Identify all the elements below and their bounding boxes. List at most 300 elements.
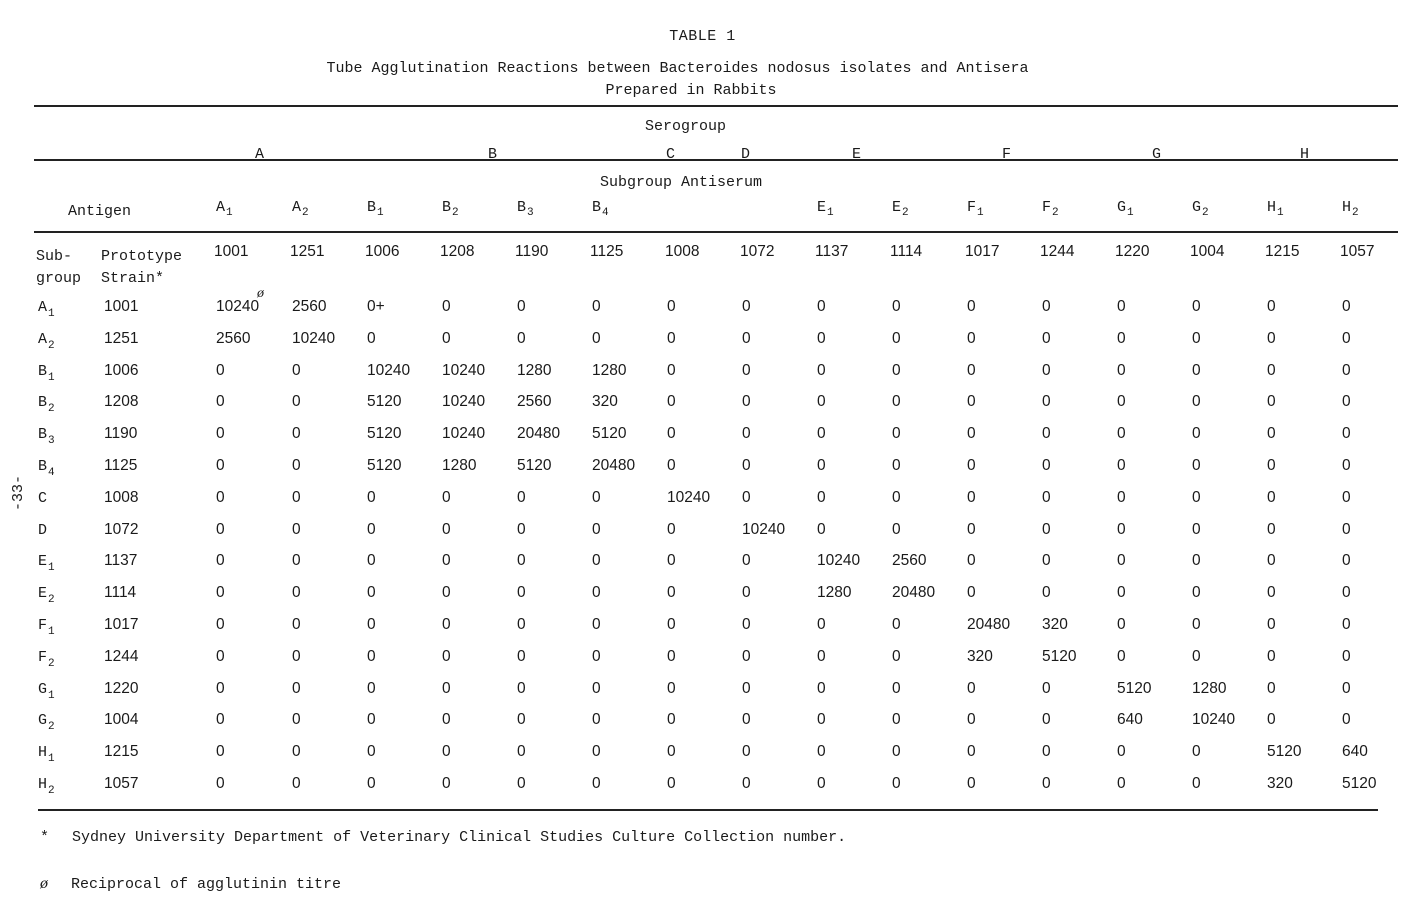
- titre-cell: 0: [1117, 393, 1126, 411]
- titre-cell: 0: [292, 361, 301, 379]
- row-prototype-strain: 1006: [104, 361, 139, 379]
- titre-cell: 0: [1192, 425, 1201, 443]
- titre-cell: 0: [967, 711, 976, 729]
- row-subgroup-subscript: 1: [48, 562, 55, 575]
- titre-cell: 0: [742, 647, 751, 665]
- row-subgroup-letter: F: [38, 617, 48, 634]
- antiserum-column-8: [817, 199, 834, 219]
- row-subgroup-subscript: 1: [48, 753, 55, 766]
- titre-cell: 5120: [367, 393, 402, 411]
- titre-cell: 0: [817, 457, 826, 474]
- titre-cell: 0: [1117, 425, 1126, 443]
- serogroup-a: A: [255, 146, 265, 163]
- titre-cell: 0: [517, 488, 526, 506]
- serogroup-e: E: [852, 146, 862, 163]
- footnote-star-symbol: *: [40, 829, 50, 846]
- titre-cell: 0: [1192, 361, 1201, 379]
- antiserum-column-letter: F: [967, 199, 977, 216]
- titre-cell: 0: [817, 329, 826, 347]
- titre-cell: 5120: [1342, 775, 1377, 792]
- titre-cell: 0: [1192, 329, 1201, 347]
- titre-cell: 0: [892, 425, 901, 443]
- titre-cell: 0: [667, 520, 676, 538]
- titre-cell: 320: [967, 647, 993, 665]
- titre-cell: 0: [1042, 488, 1051, 506]
- antiserum-column-letter: A: [292, 199, 302, 216]
- titre-cell: 0+: [367, 298, 385, 315]
- titre-cell: 0: [1192, 298, 1201, 315]
- titre-cell: 0: [216, 679, 225, 697]
- titre-cell: 0: [1342, 298, 1351, 315]
- row-subgroup-subscript: 1: [48, 626, 55, 638]
- antiserum-strain-1220: 1220: [1115, 243, 1150, 260]
- row-subgroup-label: [38, 426, 55, 447]
- row-subgroup-subscript: 2: [48, 721, 55, 734]
- table-label: TABLE 1: [669, 28, 736, 45]
- titre-cell: 0: [517, 520, 526, 538]
- titre-cell: 0: [817, 488, 826, 506]
- antiserum-column-subscript: 2: [902, 207, 909, 219]
- row-prototype-strain: 1251: [104, 329, 139, 347]
- titre-cell: 0: [517, 775, 526, 792]
- titre-cell: 0: [1117, 457, 1126, 474]
- titre-cell: 0: [1192, 584, 1201, 602]
- row-prototype-strain: 1125: [104, 457, 138, 474]
- titre-cell: 0: [292, 488, 301, 506]
- antiserum-column-letter: B: [442, 199, 452, 216]
- titre-cell: 0: [367, 679, 376, 697]
- titre-cell: 5120: [1117, 679, 1152, 697]
- row-prototype-strain: 1244: [104, 647, 139, 665]
- titre-cell: 0: [1342, 552, 1351, 570]
- antiserum-column-letter: A: [216, 199, 226, 216]
- titre-cell: 2560: [292, 298, 327, 315]
- titre-cell: 0: [742, 488, 751, 506]
- titre-cell: 10240: [442, 425, 486, 443]
- titre-cell: 0: [1342, 361, 1351, 379]
- subgroup-header-text: Sub- group: [36, 248, 82, 287]
- antiserum-column-subscript: 2: [1202, 207, 1209, 219]
- titre-cell: 0: [967, 298, 976, 315]
- titre-cell: 5120: [1267, 743, 1302, 761]
- titre-cell: 0: [1267, 425, 1276, 443]
- antiserum-column-6: [667, 199, 668, 219]
- footnote-null-symbol: ø: [40, 875, 48, 892]
- titre-cell: 0: [292, 711, 301, 729]
- titre-cell: 0: [216, 520, 225, 538]
- row-subgroup-subscript: 2: [48, 785, 55, 797]
- antiserum-column-12: [1117, 199, 1134, 219]
- table-title-line-2: Prepared in Rabbits: [605, 82, 777, 99]
- titre-cell: 0: [967, 584, 976, 602]
- titre-cell: 0: [367, 647, 376, 665]
- titre-cell: 0: [817, 520, 826, 538]
- antiserum-column-0: [216, 199, 233, 219]
- antiserum-column-15: [1342, 199, 1359, 219]
- titre-cell: 0: [742, 584, 751, 602]
- titre-cell: 0: [367, 616, 376, 633]
- titre-cell: 0: [1267, 361, 1276, 379]
- titre-cell: 0: [667, 743, 676, 761]
- titre-cell: 0: [592, 616, 601, 633]
- antiserum-column-subscript: 1: [1277, 207, 1284, 219]
- titre-cell: 0: [1267, 616, 1276, 633]
- titre-cell: 0: [817, 775, 826, 792]
- titre-cell: 0: [742, 425, 751, 443]
- titre-cell: 0: [292, 425, 301, 443]
- serogroup-g: G: [1152, 146, 1162, 163]
- footnote-star-text: Sydney University Department of Veterinary Clinical Studies Culture Collection number.: [72, 829, 847, 846]
- serogroup-label: Serogroup: [645, 118, 727, 135]
- titre-cell: 0: [967, 457, 976, 474]
- titre-cell: 0: [292, 457, 301, 474]
- titre-cell: 0: [967, 552, 976, 570]
- titre-cell: 0: [216, 488, 225, 506]
- table-title-line-1: Tube Agglutination Reactions between Bacteroides nodosus isolates and Antisera: [326, 60, 1029, 77]
- titre-cell: 0: [292, 647, 301, 665]
- titre-cell: 0: [292, 679, 301, 697]
- titre-cell: 0: [1117, 647, 1126, 665]
- titre-cell: 0: [292, 775, 301, 792]
- titre-cell: 0: [442, 647, 451, 665]
- row-prototype-strain: 1001: [104, 298, 139, 315]
- titre-cell: 0: [1267, 584, 1276, 602]
- row-subgroup-label: [38, 681, 55, 702]
- titre-cell: 1280: [1192, 679, 1227, 697]
- serogroup-d: D: [741, 146, 751, 163]
- titre-cell: 0: [667, 457, 676, 474]
- titre-cell: 0: [1117, 552, 1126, 570]
- titre-cell: 0: [1342, 393, 1351, 411]
- footnote-null: [40, 875, 341, 893]
- row-subgroup-letter: D: [38, 521, 48, 539]
- titre-cell: 0: [216, 552, 225, 570]
- titre-cell: 0: [817, 647, 826, 665]
- row-prototype-strain: 1008: [104, 488, 139, 506]
- titre-cell: 0: [1192, 520, 1201, 538]
- titre-cell: 5120: [1042, 647, 1077, 665]
- titre-cell: 10240: [367, 361, 411, 379]
- titre-cell: 1280: [517, 361, 552, 379]
- antiserum-column-letter: F: [1042, 199, 1052, 216]
- titre-cell: 0: [1042, 298, 1051, 315]
- titre-cell: 0: [216, 584, 225, 602]
- titre-cell: 0: [1117, 584, 1126, 602]
- titre-cell: 0: [216, 775, 225, 792]
- titre-cell: 0: [1117, 616, 1126, 633]
- titre-cell: 0: [817, 393, 826, 411]
- titre-cell: 20480: [967, 616, 1011, 633]
- row-subgroup-letter: B: [38, 362, 48, 380]
- titre-cell: 5120: [517, 457, 552, 474]
- titre-cell: 0: [1267, 457, 1276, 474]
- antiserum-column-3: [442, 199, 459, 219]
- antiserum-column-1: [292, 199, 309, 219]
- titre-cell: 0: [1117, 298, 1126, 315]
- titre-cell: 0: [367, 488, 376, 506]
- titre-cell: 10240: [292, 329, 336, 347]
- titre-cell: 0: [517, 647, 526, 665]
- antiserum-column-10: [967, 199, 984, 219]
- row-prototype-strain: 1072: [104, 520, 139, 538]
- antiserum-column-letter: B: [367, 199, 377, 216]
- titre-cell: 0: [1042, 393, 1051, 411]
- titre-cell: 0: [292, 552, 301, 570]
- antiserum-column-subscript: 2: [1052, 207, 1059, 219]
- titre-cell: 0: [1117, 520, 1126, 538]
- titre-cell: 0: [892, 679, 901, 697]
- titre-cell: 1280: [592, 361, 627, 379]
- row-subgroup-label: [38, 299, 55, 320]
- titre-cell: 2560: [892, 552, 927, 570]
- antiserum-column-subscript: 1: [1127, 207, 1134, 219]
- row-subgroup-label: [38, 712, 55, 733]
- row-subgroup-subscript: 1: [48, 308, 55, 320]
- titre-cell: 0: [517, 616, 526, 633]
- titre-cell: 10240: [1192, 711, 1236, 729]
- row-subgroup-letter: H: [38, 776, 48, 793]
- row-prototype-strain: 1057: [104, 775, 139, 792]
- titre-cell: 20480: [892, 584, 936, 602]
- antiserum-strain-1208: 1208: [440, 243, 475, 260]
- titre-cell: 0: [592, 679, 601, 697]
- titre-cell: 10240: [742, 520, 786, 538]
- row-prototype-strain: 1215: [104, 743, 139, 761]
- row-prototype-strain: 1114: [104, 584, 137, 602]
- page-number: -33-: [10, 474, 27, 511]
- antiserum-column-9: [892, 199, 909, 219]
- titre-cell: 0: [592, 584, 601, 602]
- titre-cell: 0: [817, 425, 826, 443]
- titre-cell: 0: [742, 298, 751, 315]
- antiserum-column-letter: H: [1267, 199, 1277, 216]
- titre-cell: 0: [1042, 361, 1051, 379]
- antiserum-column-letter: B: [517, 199, 527, 216]
- titre-cell: 0: [1192, 616, 1201, 633]
- titre-cell: 0: [442, 743, 451, 761]
- serogroup-h: H: [1300, 146, 1310, 163]
- row-subgroup-subscript: 3: [48, 435, 55, 448]
- titre-cell: 0: [1342, 329, 1351, 347]
- antiserum-strain-1001: 1001: [214, 243, 249, 260]
- header-bottom-rule: [34, 231, 1398, 233]
- antigen-label: Antigen: [68, 203, 132, 220]
- titre-cell: 0: [367, 711, 376, 729]
- antiserum-column-letter: H: [1342, 199, 1352, 216]
- titre-cell: 0: [667, 711, 676, 729]
- titre-cell: 5120: [592, 425, 627, 443]
- row-subgroup-label: [38, 553, 55, 574]
- row-subgroup-letter: C: [38, 489, 48, 507]
- row-subgroup-letter: A: [38, 299, 48, 316]
- row-subgroup-label: [38, 522, 48, 543]
- antiserum-strain-1008: 1008: [665, 243, 700, 260]
- titre-cell: 0: [1042, 743, 1051, 761]
- antiserum-strain-1137: 1137: [815, 243, 849, 260]
- titre-cell: 320: [592, 393, 618, 411]
- titre-cell: 0: [742, 679, 751, 697]
- serogroup-rule: [34, 159, 1398, 161]
- titre-cell: 0: [1192, 775, 1201, 792]
- titre-cell: 0: [892, 329, 901, 347]
- titre-cell: 0: [1342, 425, 1351, 443]
- titre-cell: 0: [742, 329, 751, 347]
- titre-cell: 0: [1342, 616, 1351, 633]
- antiserum-strain-1251: 1251: [290, 243, 325, 260]
- row-subgroup-label: [38, 458, 55, 479]
- titre-cell: 0: [1267, 552, 1276, 570]
- row-subgroup-letter: F: [38, 648, 48, 666]
- antiserum-column-letter: G: [1117, 199, 1127, 216]
- titre-cell: 0: [667, 647, 676, 665]
- titre-cell: 0: [1042, 457, 1051, 474]
- row-subgroup-letter: E: [38, 553, 48, 571]
- antiserum-column-5: [592, 199, 609, 219]
- titre-cell: 20480: [517, 425, 561, 443]
- titre-cell: 0: [216, 616, 225, 633]
- titre-cell: 0: [967, 361, 976, 379]
- antiserum-column-subscript: 2: [1352, 207, 1359, 219]
- titre-cell: 0: [442, 775, 451, 792]
- titre-cell: 0: [892, 711, 901, 729]
- titre-cell: 20480: [592, 457, 636, 474]
- titre-cell: 0: [367, 584, 376, 602]
- titre-cell: 0: [592, 329, 601, 347]
- titre-cell: 0: [517, 743, 526, 761]
- titre-cell: 320: [1042, 616, 1068, 633]
- titre-cell: 0: [1342, 520, 1351, 538]
- titre-cell: 0: [1342, 584, 1351, 602]
- titre-cell: 0: [1342, 711, 1351, 729]
- row-subgroup-label: [38, 490, 48, 511]
- titre-cell: 0: [892, 361, 901, 379]
- antiserum-column-2: [367, 199, 384, 219]
- antiserum-column-subscript: 2: [452, 207, 459, 219]
- antiserum-strain-1114: 1114: [890, 243, 923, 260]
- footnote-null-text: Reciprocal of agglutinin titre: [71, 876, 342, 893]
- titre-cell: 0: [367, 775, 376, 792]
- titre-cell: 2560: [517, 393, 552, 411]
- top-rule: [34, 105, 1398, 107]
- antiserum-column-14: [1267, 199, 1284, 219]
- titre-cell: 1280: [817, 584, 852, 602]
- titre-cell: 0: [592, 520, 601, 538]
- antiserum-strain-1125: 1125: [590, 243, 624, 260]
- titre-cell: 0: [1342, 679, 1351, 697]
- titre-cell: 0: [292, 393, 301, 411]
- titre-cell: 0: [442, 298, 451, 315]
- antiserum-strain-1006: 1006: [365, 243, 400, 260]
- antiserum-column-11: [1042, 199, 1059, 219]
- row-subgroup-subscript: 2: [48, 339, 55, 352]
- titre-cell: 0: [967, 488, 976, 506]
- antiserum-column-13: [1192, 199, 1209, 219]
- antiserum-strain-1244: 1244: [1040, 243, 1075, 260]
- titre-cell: 2560: [216, 329, 251, 347]
- titre-cell: 0: [367, 552, 376, 570]
- titre-cell: 0: [892, 647, 901, 665]
- titre-cell: 0: [517, 711, 526, 729]
- titre-cell: 0: [1267, 329, 1276, 347]
- titre-cell: 0: [517, 329, 526, 347]
- row-subgroup-letter: B: [38, 426, 48, 444]
- row-subgroup-subscript: 1: [48, 371, 55, 384]
- row-subgroup-label: [38, 585, 55, 606]
- antiserum-column-7: [742, 199, 743, 219]
- row-subgroup-subscript: 1: [48, 689, 55, 702]
- titre-footnote-marker: ø: [257, 286, 264, 301]
- titre-cell: 0: [292, 616, 301, 633]
- titre-cell: 10240: [667, 488, 711, 506]
- antiserum-strain-1215: 1215: [1265, 243, 1300, 260]
- antiserum-column-letter: E: [892, 199, 902, 216]
- serogroup-b: B: [488, 146, 498, 163]
- titre-cell: 0: [517, 584, 526, 602]
- titre-cell: 0: [517, 298, 526, 315]
- table-bottom-rule: [38, 809, 1378, 811]
- titre-cell: 10240: [817, 552, 861, 570]
- titre-cell: 0: [442, 584, 451, 602]
- titre-cell: 10240: [442, 361, 486, 379]
- row-subgroup-letter: G: [38, 680, 48, 698]
- titre-cell: 0: [1267, 520, 1276, 538]
- antiserum-column-letter: B: [592, 199, 602, 216]
- titre-cell: 0: [667, 425, 676, 443]
- titre-cell: 0: [742, 393, 751, 411]
- titre-cell: 0: [817, 298, 826, 315]
- footnote-star: [40, 829, 846, 846]
- titre-cell: 0: [216, 393, 225, 411]
- titre-cell: 0: [1267, 488, 1276, 506]
- antiserum-strain-1004: 1004: [1190, 243, 1225, 260]
- titre-cell: 0: [892, 616, 901, 633]
- titre-cell: 0: [442, 329, 451, 347]
- titre-cell: 0: [592, 743, 601, 761]
- row-subgroup-label: [38, 363, 55, 384]
- titre-cell: 0: [1267, 298, 1276, 315]
- serogroup-f: F: [1002, 146, 1012, 163]
- titre-cell: 0: [1042, 520, 1051, 538]
- row-prototype-strain: 1137: [104, 552, 138, 570]
- titre-cell: 0: [967, 743, 976, 761]
- titre-cell: 0: [1192, 393, 1201, 411]
- titre-cell: 0: [742, 711, 751, 729]
- antiserum-column-subscript: 1: [977, 207, 984, 219]
- titre-cell: 0: [742, 552, 751, 570]
- titre-cell: 0: [667, 679, 676, 697]
- titre-cell: 0: [216, 361, 225, 379]
- titre-cell: 0: [517, 679, 526, 697]
- subgroup-header: [36, 246, 81, 290]
- row-prototype-strain: 1220: [104, 679, 139, 697]
- titre-cell: 0: [892, 393, 901, 411]
- row-subgroup-letter: G: [38, 712, 48, 730]
- row-subgroup-letter: E: [38, 585, 48, 603]
- antiserum-column-subscript: 1: [377, 207, 384, 219]
- antiserum-column-letter: E: [817, 199, 827, 216]
- titre-cell: 0: [442, 616, 451, 633]
- titre-cell: 0: [442, 520, 451, 538]
- titre-cell: 1280: [442, 457, 477, 474]
- titre-cell: 0: [1342, 647, 1351, 665]
- titre-cell: 0: [1042, 425, 1051, 443]
- titre-cell: 0: [1192, 488, 1201, 506]
- row-subgroup-subscript: 2: [48, 657, 55, 670]
- row-prototype-strain: 1190: [104, 425, 138, 443]
- titre-cell: 0: [967, 775, 976, 792]
- titre-cell: 0: [592, 775, 601, 792]
- titre-cell: 0: [292, 520, 301, 538]
